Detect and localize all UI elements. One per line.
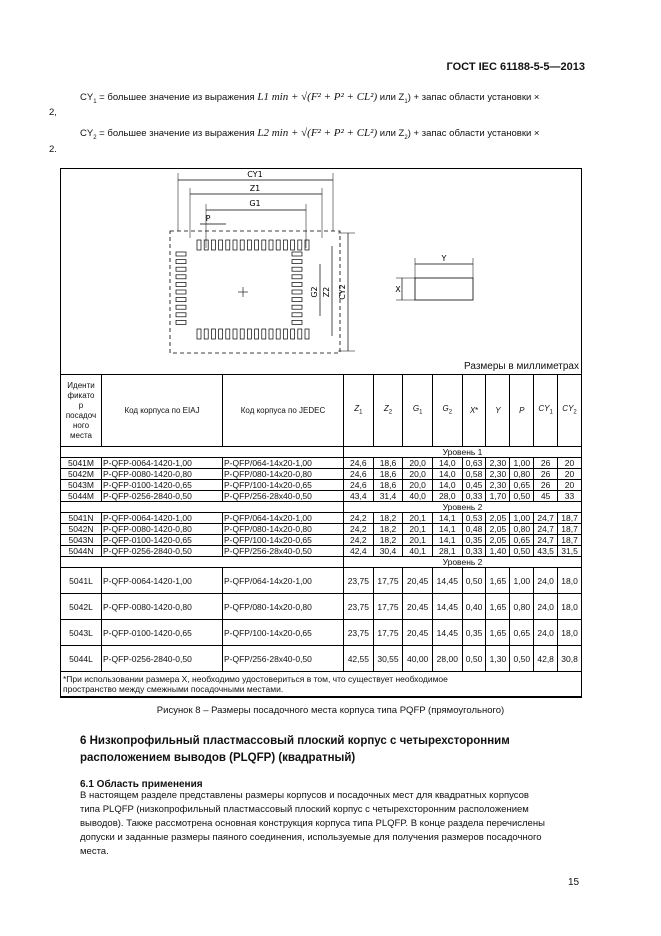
section-title-line2: расположением выводов (PLQFP) (квадратный) [80, 752, 356, 764]
pad [283, 329, 287, 339]
table-cell: 5042L [61, 594, 102, 620]
table-cell: 0,50 [510, 491, 534, 502]
dimensions-table [60, 374, 582, 697]
table-cell: 0,58 [462, 469, 486, 480]
table-row [61, 594, 582, 620]
table-cell: 42,4 [344, 546, 374, 557]
table-cell: 18,2 [373, 535, 403, 546]
table-cell: 43,4 [344, 491, 374, 502]
col-header-cy1: $CY_1$ [534, 375, 558, 447]
table-cell: 26 [534, 469, 558, 480]
table-row [61, 469, 582, 480]
label-cy2: CY2 [338, 284, 347, 300]
col-header-z2: $Z_2$ [373, 375, 403, 447]
pad [176, 282, 186, 286]
pad [233, 240, 237, 250]
table-row [61, 646, 582, 672]
table-cell: P-QFP/064-14x20-1,00 [223, 513, 344, 524]
table-cell: 14,1 [432, 524, 462, 535]
table-cell: 0,80 [510, 524, 534, 535]
formula-cy2-continuation: 2. [49, 144, 57, 155]
col-header-g1: $G_1$ [403, 375, 433, 447]
table-cell: P-QFP-0256-2840-0,50 [102, 546, 223, 557]
label-z1: Z1 [249, 184, 261, 193]
table-cell: 18,7 [558, 535, 582, 546]
pad [292, 252, 302, 256]
table-cell: 40,1 [403, 546, 433, 557]
pad [262, 240, 266, 250]
table-cell: 1,30 [486, 646, 510, 672]
pad [176, 298, 186, 302]
table-cell: 2,30 [486, 469, 510, 480]
table-cell: 0,45 [462, 480, 486, 491]
pad [292, 260, 302, 264]
pad [269, 329, 273, 339]
table-cell: 1,65 [486, 594, 510, 620]
pad [233, 329, 237, 339]
table-cell: 20,1 [403, 524, 433, 535]
pad [247, 240, 251, 250]
pad [176, 320, 186, 324]
table-cell: P-QFP/080-14x20-0,80 [223, 524, 344, 535]
table-cell: 30,8 [558, 646, 582, 672]
table-cell: 0,35 [462, 620, 486, 646]
table-cell: 24,0 [534, 620, 558, 646]
table-cell: 0,48 [462, 524, 486, 535]
table-cell: 14,0 [432, 458, 462, 469]
table-cell: 5041N [61, 513, 102, 524]
table-cell: 24,7 [534, 513, 558, 524]
table-cell: 5044L [61, 646, 102, 672]
table-cell: 0,65 [510, 480, 534, 491]
table-cell: 5044N [61, 546, 102, 557]
paragraph: В настоящем разделе представлены размеры корпусов и посадочных мест для квадратных корпусов типа PLQFP (низкопрофильный пластмассовый плоский корпус с четырехсторонним расположением выводов). Также рассмотрена основная конструкция корпуса типа PLQFP. В конце раздела перечислены допуски и заданные размеры паяного соединения, используемые для получения размеров посадочного места. [80, 790, 545, 857]
table-row [61, 620, 582, 646]
table-cell: 0,33 [462, 491, 486, 502]
table-cell: 20 [558, 480, 582, 491]
table-cell: 20 [558, 458, 582, 469]
table-cell: P-QFP-0080-1420-0,80 [102, 524, 223, 535]
table-cell: 14,45 [432, 620, 462, 646]
table-cell: 43,5 [534, 546, 558, 557]
table-cell: 40,00 [403, 646, 433, 672]
table-cell: 23,75 [344, 568, 374, 594]
table-cell: P-QFP-0064-1420-1,00 [102, 513, 223, 524]
table-cell: 18,2 [373, 513, 403, 524]
pad [240, 329, 244, 339]
table-cell: 20,1 [403, 535, 433, 546]
table-row [61, 491, 582, 502]
table-cell: P-QFP/064-14x20-1,00 [223, 458, 344, 469]
table-cell: 26 [534, 458, 558, 469]
pad [269, 240, 273, 250]
col-header-p: P [510, 375, 534, 447]
table-cell: 24,6 [344, 469, 374, 480]
table-cell: P-QFP-0080-1420-0,80 [102, 469, 223, 480]
table-cell: 17,75 [373, 568, 403, 594]
table-cell: 2,05 [486, 535, 510, 546]
pad [226, 329, 230, 339]
table-cell: 1,70 [486, 491, 510, 502]
pad [176, 305, 186, 309]
pad [247, 329, 251, 339]
table-cell: 28,0 [432, 491, 462, 502]
table-cell: 23,75 [344, 620, 374, 646]
table-cell: P-QFP/080-14x20-0,80 [223, 594, 344, 620]
right-pads [292, 252, 302, 324]
table-cell: 5043M [61, 480, 102, 491]
table-cell: 24,6 [344, 480, 374, 491]
table-cell: 42,55 [344, 646, 374, 672]
table-cell: 5041L [61, 568, 102, 594]
pad [292, 275, 302, 279]
table-cell: 14,45 [432, 594, 462, 620]
table-header-row [61, 375, 582, 447]
table-cell: 18,0 [558, 568, 582, 594]
table-cell: 0,35 [462, 535, 486, 546]
col-header-eiaj: Код корпуса по EIAJ [102, 375, 223, 447]
col-header-z1: $Z_1$ [344, 375, 374, 447]
table-cell: 14,0 [432, 469, 462, 480]
table-cell: 1,00 [510, 568, 534, 594]
table-row [61, 535, 582, 546]
section-title-line1: 6 Низкопрофильный пластмассовый плоский корпус с четырехсторонним [80, 735, 510, 747]
table-cell: 24,2 [344, 524, 374, 535]
table-cell: P-QFP/064-14x20-1,00 [223, 568, 344, 594]
level-label: Уровень 2 [344, 557, 582, 568]
table-cell: 20,45 [403, 568, 433, 594]
label-z2: Z2 [322, 286, 331, 298]
level-row [61, 447, 582, 458]
table-cell: 28,1 [432, 546, 462, 557]
formula-cy1-continuation: 2, [49, 107, 57, 118]
table-row [61, 480, 582, 491]
table-cell: 0,80 [510, 594, 534, 620]
table-cell: 14,45 [432, 568, 462, 594]
table-cell: 1,40 [486, 546, 510, 557]
table-cell: 0,53 [462, 513, 486, 524]
formula-cy1-line: $CY_1$ = большее значение из выражения L1 min + √(F² + P² + CL²) или $Z_1$) + запас области установки × [80, 91, 540, 105]
table-cell: 0,50 [510, 646, 534, 672]
table-cell: P-QFP/256-28x40-0,50 [223, 546, 344, 557]
land-pattern-drawing [160, 168, 490, 364]
pad [262, 329, 266, 339]
table-cell: 14,1 [432, 535, 462, 546]
top-pads [197, 240, 309, 250]
table-cell: 20,0 [403, 480, 433, 491]
pad [292, 320, 302, 324]
table-row [61, 513, 582, 524]
pad [197, 240, 201, 250]
table-cell: P-QFP/100-14x20-0,65 [223, 480, 344, 491]
table-cell: P-QFP-0100-1420-0,65 [102, 620, 223, 646]
pad [176, 267, 186, 271]
table-cell: P-QFP/100-14x20-0,65 [223, 620, 344, 646]
pad [219, 240, 223, 250]
table-cell: 18,0 [558, 620, 582, 646]
table-cell: 24,2 [344, 513, 374, 524]
table-cell: 24,7 [534, 524, 558, 535]
table-cell: 18,6 [373, 458, 403, 469]
table-cell: 18,6 [373, 480, 403, 491]
pad [283, 240, 287, 250]
table-cell: 30,4 [373, 546, 403, 557]
pad [240, 240, 244, 250]
col-header-x: X* [462, 375, 486, 447]
table-cell: 5042M [61, 469, 102, 480]
pad [255, 329, 259, 339]
table-cell: 33 [558, 491, 582, 502]
label-g1: G1 [249, 199, 261, 208]
table-cell: 0,50 [462, 568, 486, 594]
table-cell: 28,00 [432, 646, 462, 672]
label-g2: G2 [310, 286, 319, 298]
table-cell: P-QFP/256-28x40-0,50 [223, 646, 344, 672]
table-cell: 18,0 [558, 594, 582, 620]
table-row [61, 458, 582, 469]
bottom-pads [197, 329, 309, 339]
table-cell: 5043L [61, 620, 102, 646]
table-cell: 0,50 [510, 546, 534, 557]
pad [226, 240, 230, 250]
table-cell: 14,0 [432, 480, 462, 491]
pad [211, 240, 215, 250]
pad-detail [415, 278, 473, 300]
pad [291, 240, 295, 250]
table-cell: P-QFP-0100-1420-0,65 [102, 535, 223, 546]
pad [211, 329, 215, 339]
table-cell: 24,6 [344, 458, 374, 469]
level-label: Уровень 1 [344, 447, 582, 458]
table-row [61, 546, 582, 557]
document-header: ГОСТ IEC 61188-5-5—2013 [446, 61, 585, 73]
table-cell: 0,50 [462, 646, 486, 672]
table-cell: 23,75 [344, 594, 374, 620]
pad [276, 329, 280, 339]
pad [276, 240, 280, 250]
table-cell: 20 [558, 469, 582, 480]
col-header-jedec: Код корпуса по JEDEC [223, 375, 344, 447]
pad [305, 240, 309, 250]
table-cell: 0,40 [462, 594, 486, 620]
label-y: Y [441, 254, 447, 263]
page-number: 15 [568, 877, 580, 888]
table-cell: 2,05 [486, 513, 510, 524]
figure-caption: Рисунок 8 – Размеры посадочного места корпуса типа PQFP (прямоугольного) [156, 705, 505, 716]
table-cell: 31,4 [373, 491, 403, 502]
table-cell: 24,0 [534, 568, 558, 594]
table-cell: 18,7 [558, 524, 582, 535]
pad [176, 290, 186, 294]
pad [197, 329, 201, 339]
table-cell: P-QFP-0100-1420-0,65 [102, 480, 223, 491]
col-header-id: Иденти фикато р посадоч ного места [61, 375, 102, 447]
table-cell: 24,0 [534, 594, 558, 620]
pad [292, 305, 302, 309]
col-header-cy2: $CY_2$ [558, 375, 582, 447]
table-cell: 1,00 [510, 458, 534, 469]
table-cell: 31,5 [558, 546, 582, 557]
label-x: X [395, 285, 401, 294]
level-row [61, 557, 582, 568]
table-cell: P-QFP/256-28x40-0,50 [223, 491, 344, 502]
table-cell: 30,55 [373, 646, 403, 672]
table-cell: 17,75 [373, 620, 403, 646]
table-cell: P-QFP/100-14x20-0,65 [223, 535, 344, 546]
table-cell: 5042N [61, 524, 102, 535]
table-cell: 18,6 [373, 469, 403, 480]
table-cell: 5041M [61, 458, 102, 469]
label-cy1: CY1 [247, 170, 263, 179]
table-cell: 2,05 [486, 524, 510, 535]
table-cell: 2,30 [486, 458, 510, 469]
table-cell: 17,75 [373, 594, 403, 620]
table-cell: 0,80 [510, 469, 534, 480]
pad [292, 298, 302, 302]
pad [292, 313, 302, 317]
footnote-row [61, 672, 582, 697]
table-cell: 42,8 [534, 646, 558, 672]
table-cell: 20,45 [403, 594, 433, 620]
level-label: Уровень 2 [344, 502, 582, 513]
table-cell: 5043N [61, 535, 102, 546]
table-cell: 14,1 [432, 513, 462, 524]
pad [298, 240, 302, 250]
table-cell: 18,2 [373, 524, 403, 535]
pad [298, 329, 302, 339]
table-cell: 20,0 [403, 469, 433, 480]
pad [292, 282, 302, 286]
table-cell: 40,0 [403, 491, 433, 502]
units-note: Размеры в миллиметрах [464, 361, 579, 372]
table-cell: P-QFP-0256-2840-0,50 [102, 646, 223, 672]
subsection-title: 6.1 Область применения [80, 779, 203, 790]
table-cell: 26 [534, 480, 558, 491]
table-cell: 45 [534, 491, 558, 502]
pad [176, 275, 186, 279]
pad [204, 329, 208, 339]
pad [219, 329, 223, 339]
pad [291, 329, 295, 339]
table-cell: P-QFP-0256-2840-0,50 [102, 491, 223, 502]
table-cell: 0,33 [462, 546, 486, 557]
pad [305, 329, 309, 339]
col-header-y: Y [486, 375, 510, 447]
pad [255, 240, 259, 250]
table-row [61, 524, 582, 535]
table-cell: 2,30 [486, 480, 510, 491]
table-cell: 5044M [61, 491, 102, 502]
table-cell: 20,1 [403, 513, 433, 524]
table-cell: 18,7 [558, 513, 582, 524]
table-cell: 24,2 [344, 535, 374, 546]
table-cell: 24,7 [534, 535, 558, 546]
label-p: P [205, 214, 211, 223]
pad [176, 313, 186, 317]
table-cell: 0,65 [510, 620, 534, 646]
table-cell: 20,45 [403, 620, 433, 646]
table-row [61, 568, 582, 594]
table-cell: P-QFP-0064-1420-1,00 [102, 568, 223, 594]
level-row [61, 502, 582, 513]
table-cell: P-QFP/080-14x20-0,80 [223, 469, 344, 480]
table-cell: 1,00 [510, 513, 534, 524]
pad [176, 252, 186, 256]
formula-cy2-line: $CY_2$ = большее значение из выражения L2 min + √(F² + P² + CL²) или $Z_2$) + запас области установки × [80, 127, 540, 141]
pad [292, 290, 302, 294]
pad [292, 267, 302, 271]
table-cell: 0,63 [462, 458, 486, 469]
table-cell: 0,65 [510, 535, 534, 546]
table-cell: 1,65 [486, 568, 510, 594]
col-header-g2: $G_2$ [432, 375, 462, 447]
left-pads [176, 252, 186, 324]
formula-cy2-expression: L2 min + √(F² + P² + CL²) [257, 127, 378, 139]
table-cell: 20,0 [403, 458, 433, 469]
table-footnote: *При использовании размера X, необходимо удостовериться в том, что существует необходимое пространство между смежными посадочными местами. [61, 672, 582, 697]
pad [176, 260, 186, 264]
formula-cy1-expression: L1 min + √(F² + P² + CL²) [257, 91, 378, 103]
table-cell: 1,65 [486, 620, 510, 646]
table-cell: P-QFP-0080-1420-0,80 [102, 594, 223, 620]
table-cell: P-QFP-0064-1420-1,00 [102, 458, 223, 469]
